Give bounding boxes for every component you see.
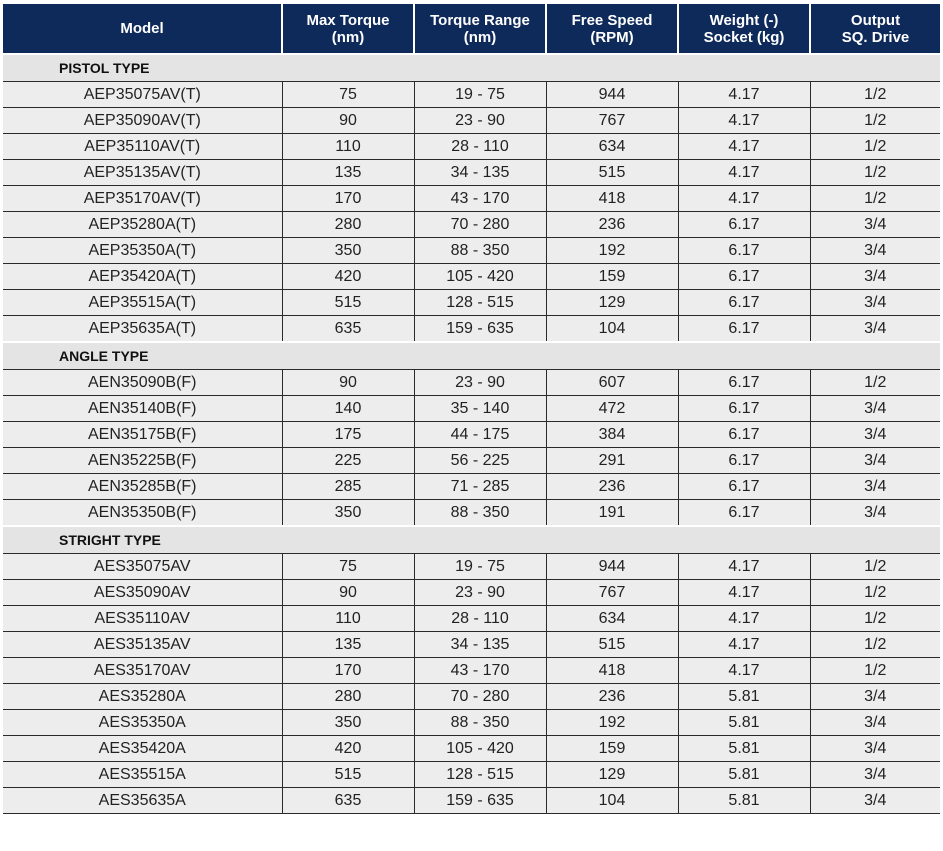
cell-free-speed: 236 (546, 474, 678, 500)
table-row (3, 736, 940, 762)
cell-weight: 4.17 (678, 632, 810, 658)
cell-max-torque: 110 (282, 606, 414, 632)
table-row (3, 448, 940, 474)
cell-model: AEP35135AV(T) (3, 160, 282, 186)
cell-torque-range: 28 - 110 (414, 134, 546, 160)
table-row (3, 186, 940, 212)
cell-model: AES35135AV (3, 632, 282, 658)
cell-output: 3/4 (810, 264, 940, 290)
cell-torque-range: 56 - 225 (414, 448, 546, 474)
cell-free-speed: 634 (546, 134, 678, 160)
cell-torque-range: 23 - 90 (414, 370, 546, 396)
cell-output: 1/2 (810, 632, 940, 658)
cell-torque-range: 34 - 135 (414, 632, 546, 658)
cell-torque-range: 128 - 515 (414, 762, 546, 788)
cell-model: AEN35225B(F) (3, 448, 282, 474)
cell-output: 1/2 (810, 606, 940, 632)
cell-model: AES35635A (3, 788, 282, 814)
cell-model: AES35280A (3, 684, 282, 710)
cell-weight: 5.81 (678, 684, 810, 710)
cell-free-speed: 607 (546, 370, 678, 396)
cell-max-torque: 420 (282, 736, 414, 762)
cell-output: 1/2 (810, 108, 940, 134)
cell-weight: 4.17 (678, 108, 810, 134)
cell-max-torque: 75 (282, 82, 414, 108)
cell-weight: 6.17 (678, 422, 810, 448)
section-title: ANGLE TYPE (3, 342, 940, 370)
cell-model: AEP35420A(T) (3, 264, 282, 290)
cell-torque-range: 34 - 135 (414, 160, 546, 186)
cell-max-torque: 420 (282, 264, 414, 290)
header-free-speed: Free Speed (RPM) (546, 4, 678, 54)
cell-free-speed: 104 (546, 316, 678, 343)
cell-output: 3/4 (810, 396, 940, 422)
table-row (3, 316, 940, 343)
cell-max-torque: 90 (282, 580, 414, 606)
cell-weight: 6.17 (678, 290, 810, 316)
section-header-row (3, 526, 940, 554)
cell-output: 3/4 (810, 500, 940, 527)
table-row (3, 396, 940, 422)
cell-weight: 6.17 (678, 264, 810, 290)
cell-max-torque: 635 (282, 788, 414, 814)
cell-output: 3/4 (810, 684, 940, 710)
cell-model: AEN35090B(F) (3, 370, 282, 396)
cell-max-torque: 110 (282, 134, 414, 160)
cell-max-torque: 635 (282, 316, 414, 343)
cell-weight: 4.17 (678, 554, 810, 580)
cell-model: AEP35350A(T) (3, 238, 282, 264)
table-row (3, 134, 940, 160)
cell-model: AES35170AV (3, 658, 282, 684)
cell-weight: 4.17 (678, 580, 810, 606)
table-row (3, 370, 940, 396)
cell-weight: 6.17 (678, 396, 810, 422)
cell-free-speed: 159 (546, 264, 678, 290)
cell-free-speed: 418 (546, 186, 678, 212)
cell-model: AES35075AV (3, 554, 282, 580)
cell-free-speed: 944 (546, 554, 678, 580)
cell-model: AEN35140B(F) (3, 396, 282, 422)
cell-torque-range: 159 - 635 (414, 316, 546, 343)
section-header-row (3, 54, 940, 82)
cell-free-speed: 767 (546, 580, 678, 606)
cell-model: AEP35515A(T) (3, 290, 282, 316)
cell-torque-range: 23 - 90 (414, 108, 546, 134)
header-max-torque: Max Torque (nm) (282, 4, 414, 54)
section-header-row (3, 342, 940, 370)
cell-free-speed: 192 (546, 238, 678, 264)
cell-output: 3/4 (810, 736, 940, 762)
cell-model: AEP35635A(T) (3, 316, 282, 343)
cell-torque-range: 88 - 350 (414, 238, 546, 264)
cell-model: AEN35285B(F) (3, 474, 282, 500)
cell-model: AEP35280A(T) (3, 212, 282, 238)
cell-max-torque: 170 (282, 186, 414, 212)
cell-model: AEN35175B(F) (3, 422, 282, 448)
cell-weight: 4.17 (678, 160, 810, 186)
cell-weight: 4.17 (678, 658, 810, 684)
cell-max-torque: 170 (282, 658, 414, 684)
header-model: Model (3, 4, 282, 54)
header-weight: Weight (-) Socket (kg) (678, 4, 810, 54)
cell-torque-range: 35 - 140 (414, 396, 546, 422)
cell-output: 1/2 (810, 160, 940, 186)
table-row (3, 500, 940, 527)
cell-output: 3/4 (810, 448, 940, 474)
cell-free-speed: 236 (546, 212, 678, 238)
header-torque-range: Torque Range (nm) (414, 4, 546, 54)
table-row (3, 580, 940, 606)
cell-free-speed: 104 (546, 788, 678, 814)
cell-free-speed: 944 (546, 82, 678, 108)
cell-output: 3/4 (810, 290, 940, 316)
cell-output: 1/2 (810, 658, 940, 684)
cell-weight: 5.81 (678, 762, 810, 788)
cell-model: AES35420A (3, 736, 282, 762)
cell-torque-range: 88 - 350 (414, 500, 546, 527)
cell-torque-range: 28 - 110 (414, 606, 546, 632)
cell-max-torque: 90 (282, 370, 414, 396)
cell-torque-range: 71 - 285 (414, 474, 546, 500)
cell-torque-range: 105 - 420 (414, 264, 546, 290)
cell-model: AES35090AV (3, 580, 282, 606)
cell-output: 1/2 (810, 186, 940, 212)
cell-output: 1/2 (810, 370, 940, 396)
cell-max-torque: 515 (282, 762, 414, 788)
cell-free-speed: 291 (546, 448, 678, 474)
table-row (3, 238, 940, 264)
cell-torque-range: 43 - 170 (414, 658, 546, 684)
cell-max-torque: 515 (282, 290, 414, 316)
cell-free-speed: 515 (546, 632, 678, 658)
cell-torque-range: 128 - 515 (414, 290, 546, 316)
cell-model: AEP35090AV(T) (3, 108, 282, 134)
cell-max-torque: 90 (282, 108, 414, 134)
table-row (3, 632, 940, 658)
cell-output: 3/4 (810, 422, 940, 448)
cell-max-torque: 75 (282, 554, 414, 580)
cell-free-speed: 767 (546, 108, 678, 134)
header-output: Output SQ. Drive (810, 4, 940, 54)
cell-free-speed: 236 (546, 684, 678, 710)
cell-torque-range: 43 - 170 (414, 186, 546, 212)
cell-max-torque: 280 (282, 684, 414, 710)
cell-model: AEP35170AV(T) (3, 186, 282, 212)
table-row (3, 684, 940, 710)
table-row (3, 212, 940, 238)
cell-weight: 4.17 (678, 134, 810, 160)
cell-output: 1/2 (810, 134, 940, 160)
cell-model: AES35515A (3, 762, 282, 788)
section-title: PISTOL TYPE (3, 54, 940, 82)
cell-max-torque: 175 (282, 422, 414, 448)
cell-free-speed: 418 (546, 658, 678, 684)
cell-free-speed: 129 (546, 290, 678, 316)
cell-model: AES35350A (3, 710, 282, 736)
table-header (3, 4, 940, 54)
cell-free-speed: 472 (546, 396, 678, 422)
table-row (3, 474, 940, 500)
table-body (3, 54, 940, 814)
cell-max-torque: 285 (282, 474, 414, 500)
cell-output: 1/2 (810, 82, 940, 108)
cell-weight: 6.17 (678, 370, 810, 396)
cell-torque-range: 159 - 635 (414, 788, 546, 814)
table-row (3, 82, 940, 108)
cell-output: 3/4 (810, 710, 940, 736)
cell-free-speed: 634 (546, 606, 678, 632)
cell-weight: 6.17 (678, 238, 810, 264)
table-row (3, 710, 940, 736)
cell-free-speed: 515 (546, 160, 678, 186)
cell-free-speed: 129 (546, 762, 678, 788)
cell-output: 1/2 (810, 554, 940, 580)
cell-model: AEP35110AV(T) (3, 134, 282, 160)
cell-torque-range: 19 - 75 (414, 554, 546, 580)
cell-weight: 4.17 (678, 82, 810, 108)
cell-weight: 4.17 (678, 186, 810, 212)
table-row (3, 160, 940, 186)
cell-output: 1/2 (810, 580, 940, 606)
spec-table (3, 4, 940, 814)
cell-max-torque: 135 (282, 632, 414, 658)
table-row (3, 658, 940, 684)
cell-model: AES35110AV (3, 606, 282, 632)
cell-weight: 5.81 (678, 788, 810, 814)
cell-weight: 6.17 (678, 500, 810, 527)
cell-model: AEP35075AV(T) (3, 82, 282, 108)
cell-weight: 6.17 (678, 474, 810, 500)
cell-free-speed: 192 (546, 710, 678, 736)
table-row (3, 762, 940, 788)
cell-max-torque: 350 (282, 238, 414, 264)
header-row (3, 4, 940, 54)
cell-torque-range: 70 - 280 (414, 684, 546, 710)
cell-output: 3/4 (810, 238, 940, 264)
cell-weight: 4.17 (678, 606, 810, 632)
cell-weight: 6.17 (678, 316, 810, 343)
table-row (3, 422, 940, 448)
table-row (3, 290, 940, 316)
cell-output: 3/4 (810, 788, 940, 814)
cell-output: 3/4 (810, 316, 940, 343)
table-row (3, 554, 940, 580)
cell-free-speed: 159 (546, 736, 678, 762)
cell-weight: 5.81 (678, 736, 810, 762)
cell-torque-range: 105 - 420 (414, 736, 546, 762)
table-row (3, 788, 940, 814)
cell-max-torque: 135 (282, 160, 414, 186)
cell-free-speed: 384 (546, 422, 678, 448)
cell-model: AEN35350B(F) (3, 500, 282, 527)
cell-max-torque: 225 (282, 448, 414, 474)
table-row (3, 606, 940, 632)
cell-torque-range: 88 - 350 (414, 710, 546, 736)
cell-max-torque: 350 (282, 500, 414, 527)
cell-output: 3/4 (810, 474, 940, 500)
cell-torque-range: 23 - 90 (414, 580, 546, 606)
section-title: STRIGHT TYPE (3, 526, 940, 554)
cell-torque-range: 44 - 175 (414, 422, 546, 448)
cell-max-torque: 280 (282, 212, 414, 238)
cell-free-speed: 191 (546, 500, 678, 527)
cell-torque-range: 70 - 280 (414, 212, 546, 238)
cell-output: 3/4 (810, 212, 940, 238)
cell-max-torque: 350 (282, 710, 414, 736)
table-row (3, 108, 940, 134)
cell-output: 3/4 (810, 762, 940, 788)
table-row (3, 264, 940, 290)
cell-torque-range: 19 - 75 (414, 82, 546, 108)
cell-weight: 6.17 (678, 212, 810, 238)
cell-weight: 6.17 (678, 448, 810, 474)
cell-max-torque: 140 (282, 396, 414, 422)
cell-weight: 5.81 (678, 710, 810, 736)
